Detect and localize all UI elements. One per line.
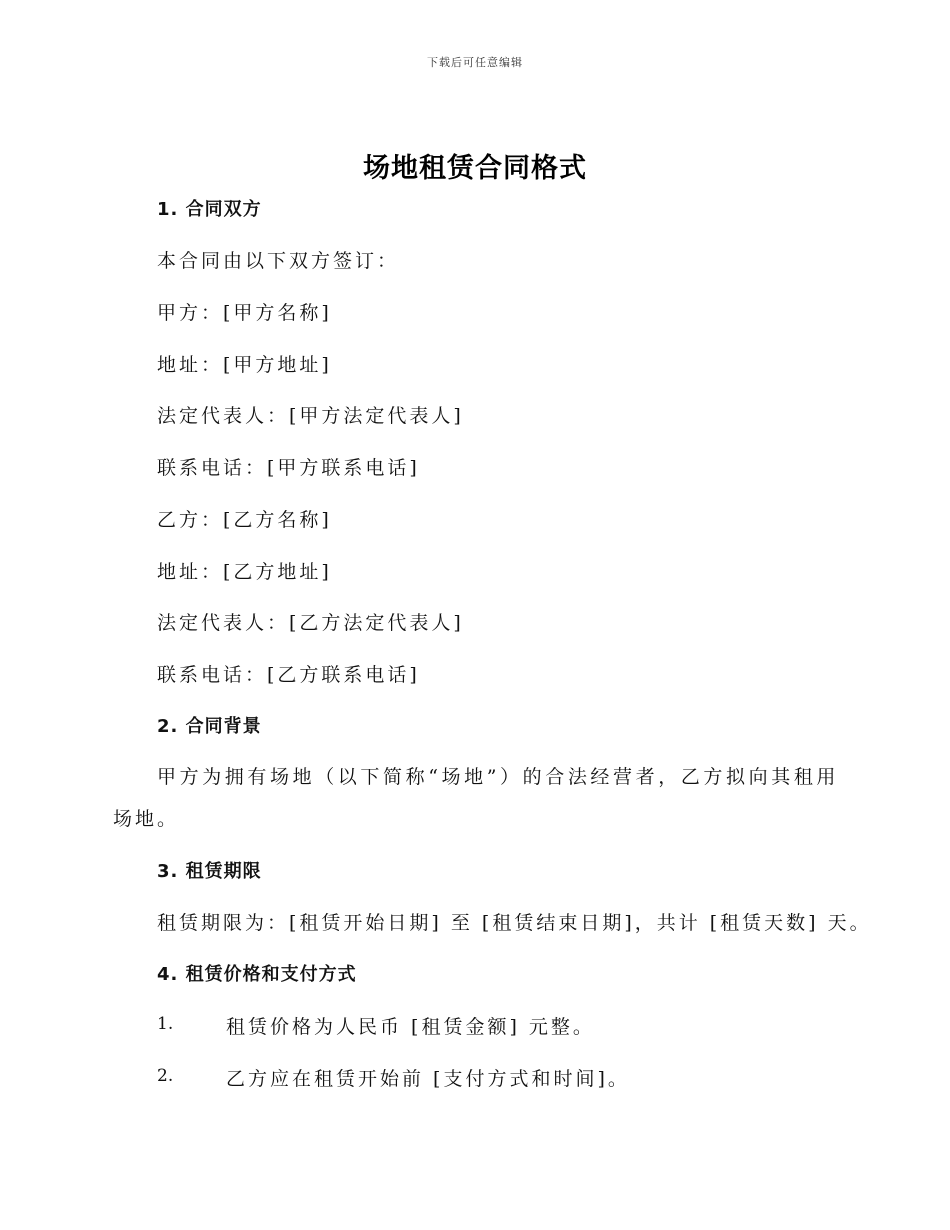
section-3-heading: 3. 租赁期限 [157, 861, 262, 882]
section-1-heading: 1. 合同双方 [157, 199, 262, 220]
header-note: 下载后可任意编辑 [427, 56, 523, 69]
party-a-name: 甲方：[甲方名称] [157, 302, 332, 324]
party-a-representative: 法定代表人：[甲方法定代表人] [157, 405, 464, 427]
background-paragraph-line-1: 甲方为拥有场地（以下简称“场地”）的合法经营者，乙方拟向其租用 [157, 766, 840, 788]
section-2-heading: 2. 合同背景 [157, 716, 262, 737]
lease-term-text: 租赁期限为：[租赁开始日期] 至 [租赁结束日期]，共计 [租赁天数] 天。 [157, 912, 872, 934]
party-b-phone: 联系电话：[乙方联系电话] [157, 664, 420, 686]
section-1-intro: 本合同由以下双方签订： [157, 250, 400, 272]
party-b-name: 乙方：[乙方名称] [157, 509, 332, 531]
party-b-address: 地址：[乙方地址] [157, 561, 332, 583]
background-paragraph-line-2: 场地。 [113, 808, 180, 830]
list-item-text: 租赁价格为人民币 [租赁金额] 元整。 [226, 1016, 595, 1038]
document-title: 场地租赁合同格式 [363, 153, 587, 184]
party-a-phone: 联系电话：[甲方联系电话] [157, 457, 420, 479]
list-item-number: 1. [157, 1014, 174, 1034]
party-a-address: 地址：[甲方地址] [157, 354, 332, 376]
party-b-representative: 法定代表人：[乙方法定代表人] [157, 612, 464, 634]
list-item-number: 2. [157, 1066, 174, 1086]
list-item-text: 乙方应在租赁开始前 [支付方式和时间]。 [226, 1068, 630, 1090]
section-4-heading: 4. 租赁价格和支付方式 [157, 964, 357, 985]
